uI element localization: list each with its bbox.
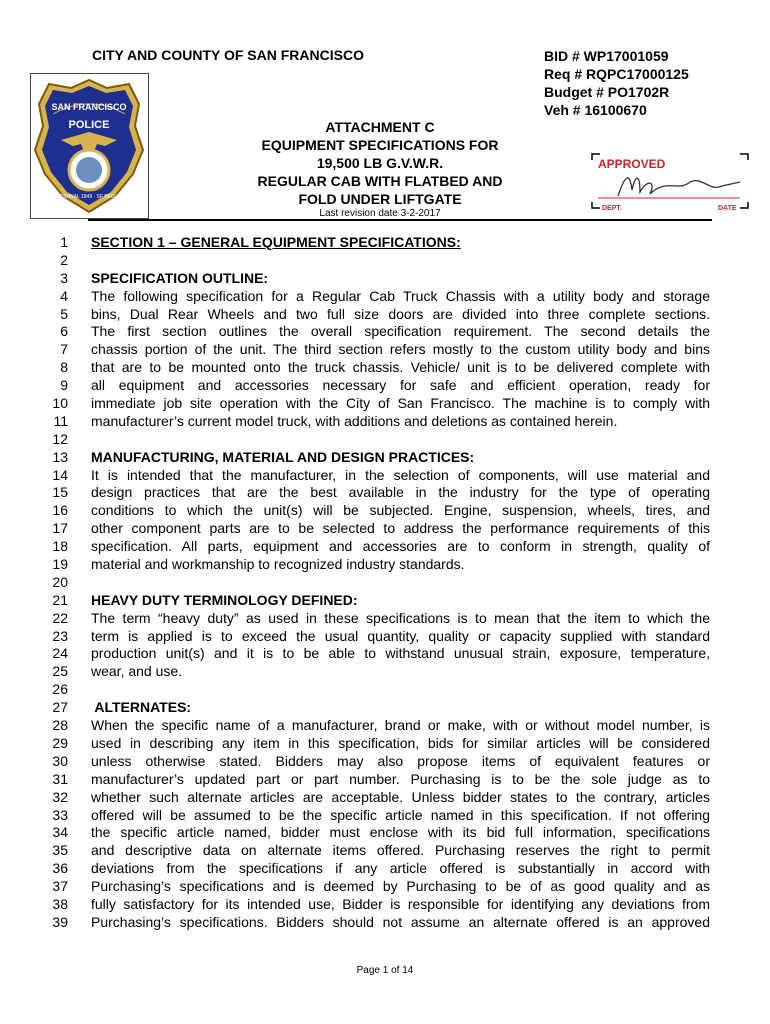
line-number: 38: [52, 895, 68, 912]
line-number: 12: [52, 430, 68, 447]
blank-line: [91, 252, 710, 270]
body-line: immediate job site operation with the City of San Francisco. The machine is to comply with: [91, 395, 710, 412]
line-number: 28: [52, 717, 68, 734]
stamp-left-caption: DEPT.: [602, 205, 622, 212]
blank-line: [91, 574, 710, 592]
police-badge-logo: [30, 73, 149, 219]
blank-line: [91, 681, 710, 699]
section-heading: SECTION 1 – GENERAL EQUIPMENT SPECIFICATIONS:: [91, 234, 461, 250]
body-line: other component parts are to be selected to address the performance requirements of this: [91, 520, 710, 537]
stamp-right-caption: DATE: [718, 205, 737, 212]
bid-number: BID # WP17001059: [544, 48, 669, 64]
line-number: 37: [52, 878, 68, 895]
line-number: 9: [60, 377, 68, 394]
reference-numbers: [544, 47, 689, 119]
line-number: 17: [52, 520, 68, 537]
line-number: 30: [52, 752, 68, 769]
line-number: 7: [60, 341, 68, 358]
body-line: Purchasing’s specifications. Bidders should not assume an alternate offered is an approved: [91, 913, 710, 930]
title-line-5: FOLD UNDER LIFTGATE: [298, 191, 462, 207]
title-line-4: REGULAR CAB WITH FLATBED AND: [257, 173, 503, 189]
body-line: used in describing any item in this specification, bids for similar articles will be considered: [91, 734, 710, 751]
body-line: offered will be assumed to be the specific article named in this specification. If not offering: [91, 806, 710, 823]
title-line-1: ATTACHMENT C: [325, 119, 435, 135]
subheading: SPECIFICATION OUTLINE:: [91, 269, 269, 286]
body-line: manufacturer’s current model truck, with additions and deletions as contained herein.: [91, 412, 618, 429]
approved-stamp: [590, 152, 750, 216]
body-line: production unit(s) and it is to be able to withstand unusual strain, exposure, temperature,: [91, 645, 710, 662]
body-line: The term “heavy duty” as used in these specifications is to mean that the item to which the: [91, 609, 710, 626]
document-body: [91, 234, 710, 932]
line-number: 39: [52, 913, 68, 930]
line-number: 14: [52, 466, 68, 483]
approved-stamp-icon: [590, 152, 750, 216]
body-line: fully satisfactory for its intended use, Bidder is responsible for identifying any deviations from: [91, 895, 710, 912]
line-number: 33: [52, 806, 68, 823]
body-line: and descriptive data on alternate items offered. Purchasing reserves the right to permit: [91, 842, 710, 859]
subheading: MANUFACTURING, MATERIAL AND DESIGN PRACTICES:: [91, 448, 475, 465]
vehicle-number: Veh # 16100670: [544, 102, 647, 118]
line-number: 4: [60, 287, 68, 304]
line-number: 1: [60, 234, 68, 250]
req-number: Req # RQPC17000125: [544, 66, 689, 82]
body-line: the specific article named, bidder must enclose with its bid full information, specifications: [91, 824, 710, 841]
line-number: 22: [52, 609, 68, 626]
subheading: HEAVY DUTY TERMINOLOGY DEFINED:: [91, 591, 358, 608]
line-number: 31: [52, 770, 68, 787]
line-number: 32: [52, 788, 68, 805]
body-line: specification. All parts, equipment and accessories are to conform in strength, quality of: [91, 538, 710, 555]
line-number: 6: [60, 323, 68, 340]
body-line: manufacturer’s updated part or part number. Purchasing is to be the sole judge as to: [91, 770, 710, 787]
body-line: unless otherwise stated. Bidders may also propose items of equivalent features or: [91, 752, 710, 769]
line-number: 26: [52, 681, 68, 698]
body-line: conditions to which the unit(s) will be subjected. Engine, suspension, wheels, tires, and: [91, 502, 710, 519]
body-line: material and workmanship to recognized industry standards.: [91, 556, 465, 573]
blank-line: [91, 431, 710, 449]
badge-icon: [31, 74, 148, 218]
header-rule: [88, 219, 712, 221]
body-line: chassis portion of the unit. The third section refers mostly to the custom utility body and bins: [91, 341, 710, 358]
line-number: 11: [53, 412, 68, 429]
line-number: 3: [60, 269, 68, 286]
subheading: ALTERNATES:: [91, 699, 192, 716]
line-number: 15: [52, 484, 68, 501]
body-line: all equipment and accessories necessary for safe and efficient operation, ready for: [91, 377, 710, 394]
organization-name: CITY AND COUNTY OF SAN FRANCISCO: [92, 47, 364, 63]
badge-text-bottom: ORIGINAL 1849 · SF BEGUN: [55, 194, 123, 200]
line-number: 25: [52, 663, 68, 680]
stamp-label: APPROVED: [598, 157, 666, 171]
title-line-2: EQUIPMENT SPECIFICATIONS FOR: [261, 137, 499, 153]
line-number: 27: [52, 699, 68, 716]
body-line: The following specification for a Regular Cab Truck Chassis with a utility body and storage: [91, 287, 710, 304]
line-number: 36: [52, 860, 68, 877]
budget-number: Budget # PO1702R: [544, 84, 670, 100]
body-line: It is intended that the manufacturer, in the selection of components, will use material and: [91, 466, 710, 483]
body-line: that are to be mounted onto the truck chassis. Vehicle/ unit is to be delivered complete with: [91, 359, 710, 376]
body-line: wear, and use.: [91, 663, 183, 680]
line-number: 34: [52, 824, 68, 841]
title-line-3: 19,500 LB G.V.W.R.: [316, 155, 444, 171]
revision-date: Last revision date 3-2-2017: [319, 208, 441, 219]
line-number: 19: [52, 556, 68, 573]
line-number: 35: [52, 842, 68, 859]
page-number: Page 1 of 14: [356, 965, 414, 976]
line-number: 24: [52, 645, 68, 662]
line-number: 2: [60, 251, 68, 268]
body-line: whether such alternate articles are acceptable. Unless bidder states to the contrary, articles: [91, 788, 710, 805]
body-line: Purchasing’s specifications and is deemed by Purchasing to be of as good quality and as: [91, 878, 710, 895]
line-number: 8: [60, 359, 68, 376]
line-number: 5: [60, 305, 68, 322]
body-line: The first section outlines the overall specification requirement. The second details the: [91, 323, 710, 340]
signature-scribble: [618, 178, 740, 196]
badge-text-top: SAN FRANCISCO: [51, 102, 127, 112]
line-number: 21: [52, 591, 68, 608]
line-number: 18: [52, 538, 68, 555]
line-number: 13: [52, 448, 68, 465]
body-line: bins, Dual Rear Wheels and two full size doors are divided into three complete sections.: [91, 305, 710, 322]
line-number: 29: [52, 734, 68, 751]
line-number-gutter: [42, 234, 68, 932]
badge-text-mid: POLICE: [68, 119, 110, 131]
document-title: [150, 118, 610, 208]
line-number: 20: [52, 573, 68, 590]
body-line: term is applied is to exceed the usual quantity, quality or capacity supplied with standard: [91, 627, 710, 644]
line-number: 16: [52, 502, 68, 519]
line-number: 10: [52, 395, 68, 412]
body-line: deviations from the specifications if any article offered is substantially in accord with: [91, 860, 710, 877]
body-line: design practices that are the best available in the industry for the type of operating: [91, 484, 710, 501]
body-line: When the specific name of a manufacturer, brand or make, with or without model number, is: [91, 717, 710, 734]
line-number: 23: [52, 627, 68, 644]
